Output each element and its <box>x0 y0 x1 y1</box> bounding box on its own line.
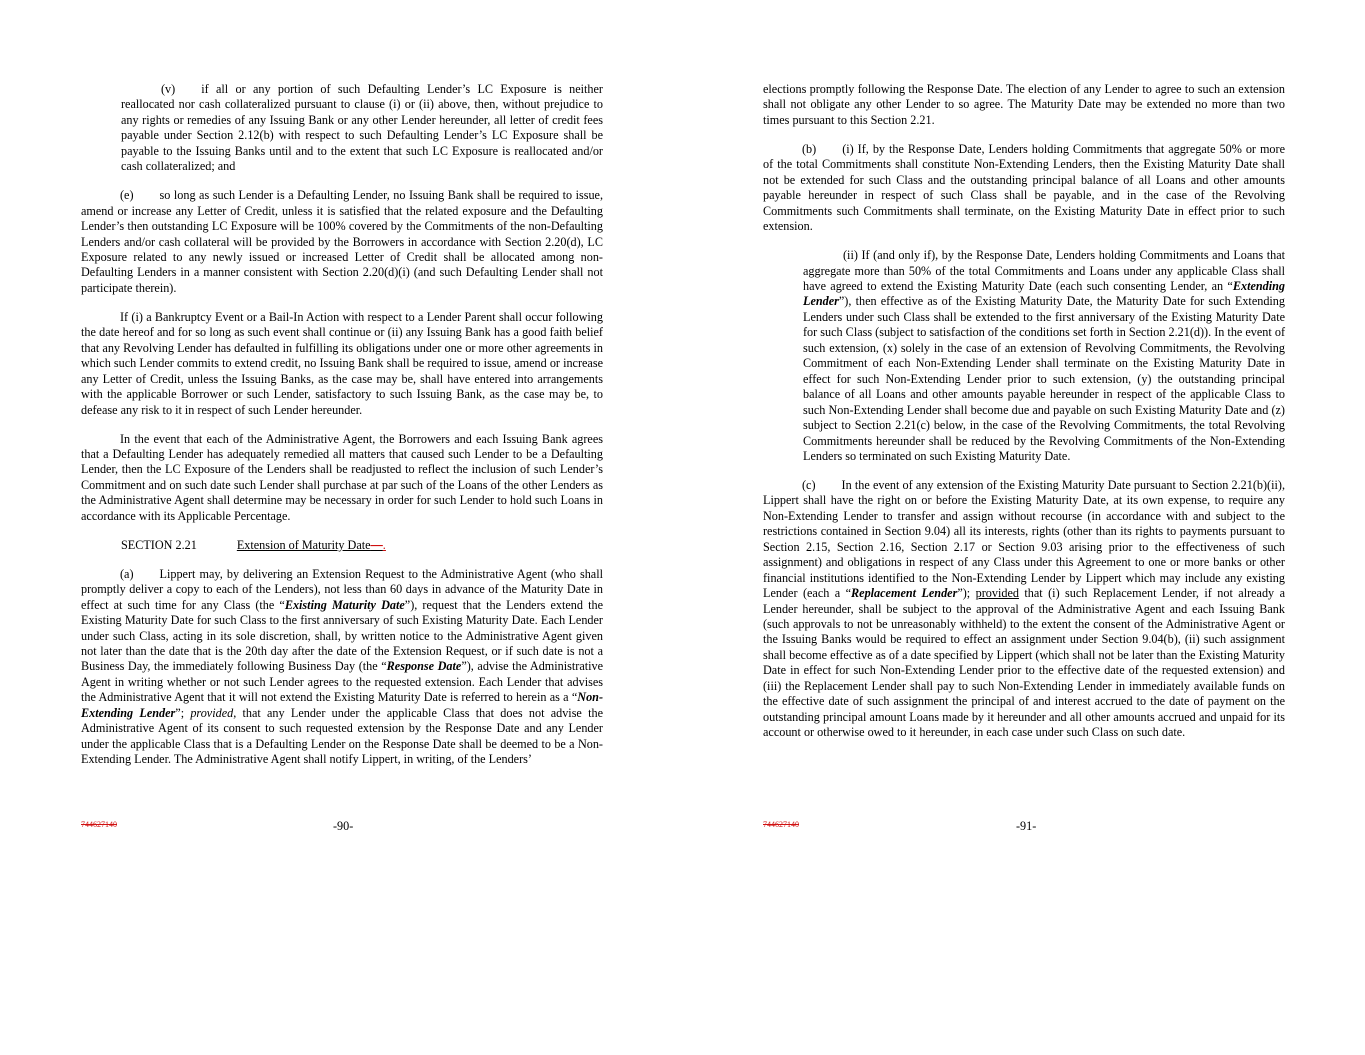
document-id: 744627140 <box>81 820 117 829</box>
defined-term-extending-lender: Extending Lender <box>803 278 1285 309</box>
page-91 <box>682 0 1365 1055</box>
clause-c-text-1: In the event of any extension of the Existing Maturity Date pursuant to Section 2.21(b)(ii), Lippert shall have the right on or before the Existing Maturity Date, at its own expense, to require any Non-Extending Lender to transfer and assign without recourse (in accordance with and subject to the restrictions contained in Section 9.04) all its interests, rights (other than its rights to payments pursuant to Section 2.15, Section 2.16, Section 2.17 or Section 9.03 arising prior to the effectiveness of such assignment) and obligations in respect of any Class under this Agreement to one or more banks or other financial institutions identified to the Non-Extending Lender by Lippert which may include any existing Lender (each a “ <box>763 477 1285 601</box>
clause-b-text: (i) If, by the Response Date, Lenders holding Commitments that aggregate 50% or more of the total Commitments shall constitute Non-Extending Lenders, then the Existing Maturity Date shall not be extended for such Class and the outstanding principal balance of all Loans and other amounts payable hereunder in respect of such Class shall be payable, and in the case of the Revolving Commitments such Commitments shall terminate, on the Existing Maturity Date in effect prior to such extension. <box>763 141 1285 234</box>
document-id: 744627140 <box>763 820 799 829</box>
clause-a-text-1: Lippert may, by delivering an Extension Request to the Administrative Agent (who shall promptly deliver a copy to each of the Lenders), not less than 60 days in advance of the Maturity Date in effect at such time for any Class (the “ <box>81 566 603 612</box>
clause-a-text-5: , that any Lender under the applicable Class that does not advise the Administrative Agent of its consent to such requested extension by the Response Date and any Lender under the applicable Class that is a Defaulting Lender on the Response Date shall be deemed to be a Non-Extending Lender. The Administrative Agent shall notify Lippert, in writing, of the Lenders’ <box>81 705 603 767</box>
clause-a-number: (a) <box>120 566 134 581</box>
clause-e <box>81 188 603 296</box>
clause-e-number: (e) <box>120 188 134 203</box>
page-number: -91- <box>1016 819 1037 833</box>
clause-c <box>763 478 1285 741</box>
clause-b-ii-text-2: ”), then effective as of the Existing Maturity Date, the Maturity Date for such Extending Lenders under such Class shall be extended to the first anniversary of the Existing Maturity Date for such Class (subject to satisfaction of the conditions set forth in Section 2.21(d)). In the event of such extension, (x) solely in the case of an extension of Revolving Commitments, the Revolving Commitment of each Non-Extending Lender shall terminate on the Existing Maturity Date in effect for such Non-Extending Lender prior to such extension, (y) the outstanding principal balance of all Loans and other amounts payable hereunder in respect of the applicable Class to such Non-Extending Lender shall become due and payable on such Existing Maturity Date and (z) subject to Section 2.21(c) below, in the case of the Revolving Commitments, the total Revolving Commitments hereunder shall be reduced by the Revolving Commitments of the Non-Extending Lenders so terminated on such Existing Maturity Date. <box>803 294 1285 463</box>
section-title-deletion: — <box>370 537 383 552</box>
clause-v-text: if all or any portion of such Defaulting Lender’s LC Exposure is neither reallocated nor cash collateralized pursuant to clause (i) or (ii) above, then, without prejudice to any rights or remedies of any Issuing Bank or any other Lender hereunder, all letter of credit fees payable under Section 2.12(b) with respect to such Defaulting Lender’s LC Exposure shall be payable to the Issuing Banks until and to the extent that such LC Exposure is reallocated and/or cash collateralized; and <box>121 82 603 174</box>
clause-a-text-2: ”), request that the Lenders extend the Existing Maturity Date for such Class to the first anniversary of such Existing Maturity Date. Each Lender under such Class, acting in its sole discretion, shall, by written notice to the Administrative Agent given not later than the date that is the 20th day after the date of the Extension Request, or if such date is not a Business Day, the immediately following Business Day (the “ <box>81 597 603 674</box>
clause-b <box>763 142 1285 235</box>
provided-word: provided <box>975 586 1019 601</box>
provided-word: provided <box>190 705 234 720</box>
clause-b-number: (b) <box>802 141 817 156</box>
clause-a-text-3: ”), advise the Administrative Agent in writing whether or not such Lender agrees to the requested extension. Each Lender that advises the Administrative Agent that it will not extend the Existing Maturity Date is referred to herein as a “ <box>81 659 604 705</box>
clause-v <box>121 82 603 175</box>
bankruptcy-paragraph: If (i) a Bankruptcy Event or a Bail-In Action with respect to a Lender Parent shall occur following the date hereof and for so long as such event shall continue or (ii) any Issuing Bank has a good faith belief that any Revolving Lender has defaulted in fulfilling its obligations under one or more other agreements in which such Lender commits to extend credit, no Issuing Bank shall be required to issue, amend or increase any Letter of Credit, unless the Issuing Banks, as the case may be, shall have entered into arrangements with the applicable Borrower or such Lender, satisfactory to such Issuing Bank, as the case may be, to defease any risk to it in respect of such Lender hereunder. <box>81 309 603 417</box>
section-title-insertion: . <box>382 537 386 552</box>
defined-term-existing-maturity-date: Existing Maturity Date <box>284 597 405 612</box>
section-title-text: Extension of Maturity Date <box>236 537 371 552</box>
defined-term-replacement-lender: Replacement Lender <box>851 586 958 601</box>
defined-term-response-date: Response Date <box>386 659 462 674</box>
clause-a <box>81 567 603 768</box>
page-90 <box>0 0 682 1055</box>
clause-v-number: (v) <box>161 82 176 96</box>
section-heading <box>121 538 603 553</box>
left-body <box>81 82 603 781</box>
defined-term-non-extending-lender: Non-Extending Lender <box>81 690 603 720</box>
section-title <box>237 538 386 552</box>
right-body <box>763 82 1285 754</box>
clause-c-number: (c) <box>802 477 816 492</box>
page-number: -90- <box>333 819 354 833</box>
clause-e-text: so long as such Lender is a Defaulting Lender, no Issuing Bank shall be required to issue, amend or increase any Letter of Credit, unless it is satisfied that the related exposure and the Defaulting Lender’s then outstanding LC Exposure will be 100% covered by the Commitments of the non-Defaulting Lenders and/or cash collateral will be provided by the Borrowers in accordance with Section 2.20(d), LC Exposure related to any newly issued or increased Letter of Credit shall be allocated among non-Defaulting Lenders in a manner consistent with Section 2.20(d)(i) (and such Defaulting Lender shall not participate therein). <box>81 188 603 295</box>
clause-b-ii-text-1: (ii) If (and only if), by the Response Date, Lenders holding Commitments and Loans that aggregate more than 50% of the total Commitments and Loans under any applicable Class shall have agreed to extend the Existing Maturity Date (each such consenting Lender, an “ <box>803 248 1285 293</box>
clause-a-text-4: ”; <box>175 705 191 720</box>
remedy-paragraph: In the event that each of the Administrative Agent, the Borrowers and each Issuing Bank agrees that a Defaulting Lender has adequately remedied all matters that caused such Lender to be a Defaulting Lender, then the LC Exposure of the Lenders shall be readjusted to reflect the inclusion of such Lender’s Commitment and on such date such Lender shall purchase at par such of the Loans of the other Lenders as the Administrative Agent shall determine may be necessary in order for such Lender to hold such Loans in accordance with its Applicable Percentage. <box>81 431 603 523</box>
continuation-paragraph: elections promptly following the Response Date. The election of any Lender to agree to such an extension shall not obligate any other Lender to so agree. The Maturity Date may be extended no more than two times pursuant to this Section 2.21. <box>763 82 1285 127</box>
clause-b-ii <box>803 248 1285 464</box>
section-number: SECTION 2.21 <box>121 537 197 552</box>
clause-c-text-3: that (i) such Replacement Lender, if not already a Lender hereunder, shall be subject to the approval of the Administrative Agent and each Issuing Bank (such approvals to not be unreasonably withheld) to the extent the consent of the Administrative Agent or the Issuing Banks would be required to effect an assignment under Section 9.04(b), (ii) such assignment shall become effective as of a date specified by Lippert (which shall not be later than the Existing Maturity Date in effect for such Non-Extending Lender prior to the effective date of the requested extension) and (iii) the Replacement Lender shall pay to such Non-Extending Lender in immediately available funds on the effective date of such assignment the principal of and interest accrued to the date of payment on the outstanding principal amount Loans made by it hereunder and all other amounts accrued and unpaid for its account or otherwise owed to it hereunder, in each case under such Class on such date. <box>763 586 1285 740</box>
clause-c-text-2: ”); <box>957 586 976 601</box>
